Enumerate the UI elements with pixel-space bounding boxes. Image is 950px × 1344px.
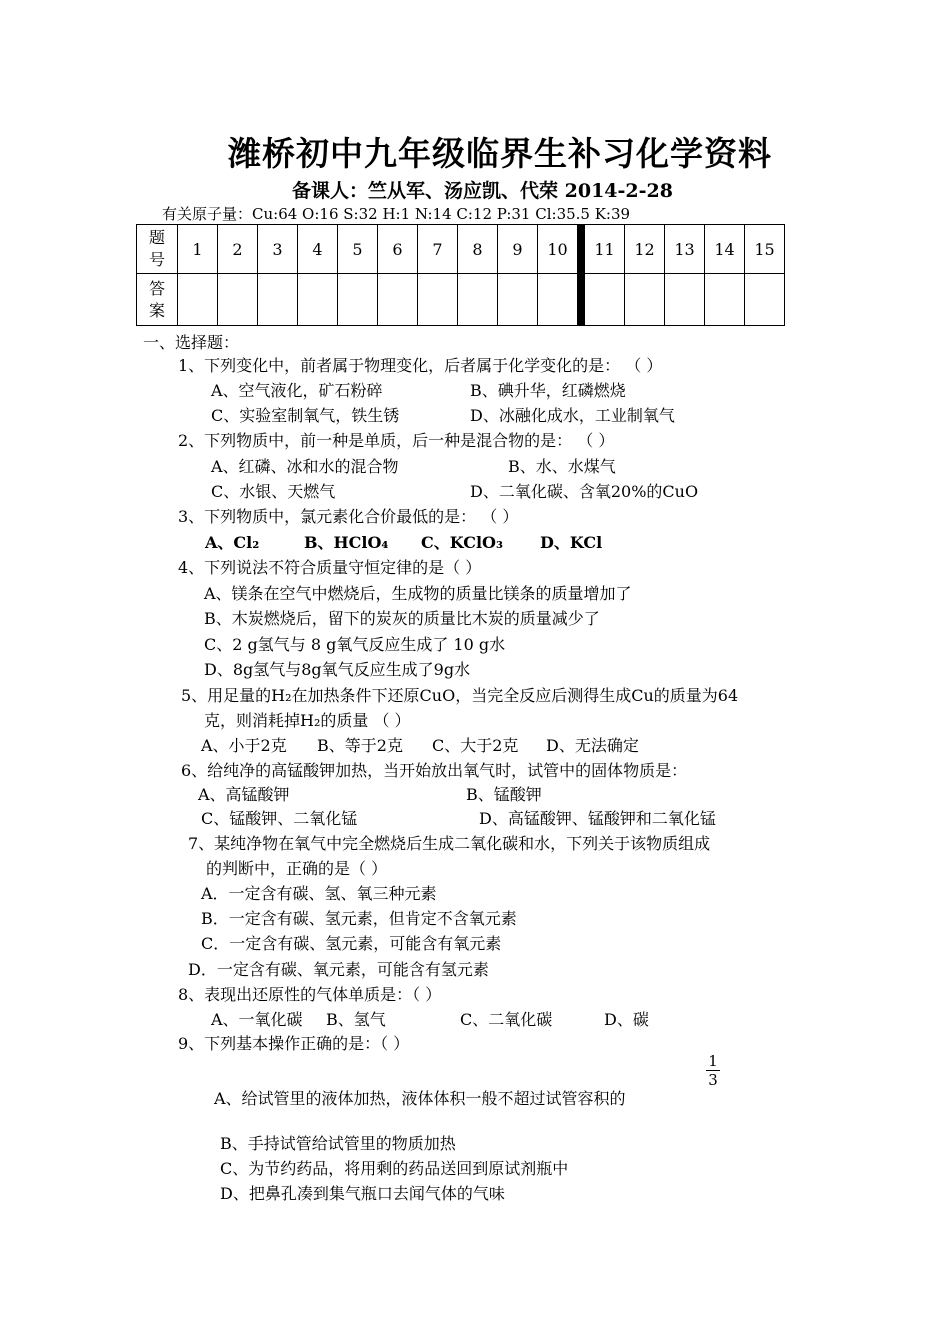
fraction-denominator: 3 — [708, 1071, 718, 1089]
q4-option-c: C、2 g氢气与 8 g氧气反应生成了 10 g水 — [204, 635, 506, 654]
q4-stem: 4、下列说法不符合质量守恒定律的是（ ） — [178, 558, 482, 577]
q9-option-b: B、手持试管给试管里的物质加热 — [220, 1134, 456, 1153]
q5-stem-line2: 克，则消耗掉H₂的质量 （ ） — [204, 711, 411, 730]
atomic-masses: 有关原子量：Cu:64 O:16 S:32 H:1 N:14 C:12 P:31 Cl:35.5 K:39 — [162, 205, 631, 223]
question-number-cell: 6 — [378, 225, 418, 274]
row-header-number: 题 号 — [137, 225, 178, 274]
q7-option-d: D．一定含有碳、氧元素，可能含有氢元素 — [188, 960, 489, 979]
q5-option-d: D、无法确定 — [546, 736, 639, 755]
question-number-cell: 4 — [298, 225, 338, 274]
q5-stem-line1: 5、用足量的H₂在加热条件下还原CuO，当完全反应后测得生成Cu的质量为64 — [181, 686, 739, 705]
question-number-cell: 8 — [458, 225, 498, 274]
q1-option-a: A、空气液化，矿石粉碎 — [211, 381, 383, 400]
fraction-one-third — [706, 1052, 720, 1089]
q2-option-a: A、红磷、冰和水的混合物 — [211, 457, 399, 476]
question-number-cell: 10 — [538, 225, 582, 274]
answer-cell[interactable] — [418, 274, 458, 326]
row-header-answer: 答 案 — [137, 274, 178, 326]
question-number-cell: 12 — [625, 225, 665, 274]
question-number-cell: 9 — [498, 225, 538, 274]
answer-cell[interactable] — [498, 274, 538, 326]
answer-cell[interactable] — [581, 274, 625, 326]
answer-cell[interactable] — [538, 274, 582, 326]
q5-option-a: A、小于2克 — [201, 736, 287, 755]
q2-option-c: C、水银、天燃气 — [211, 482, 336, 501]
q6-option-d: D、高锰酸钾、锰酸钾和二氧化锰 — [479, 809, 716, 828]
q6-option-a: A、高锰酸钾 — [198, 785, 290, 804]
answer-table — [136, 224, 785, 326]
q8-option-d: D、碳 — [604, 1010, 649, 1029]
q5-option-c: C、大于2克 — [432, 736, 519, 755]
q3-stem: 3、下列物质中，氯元素化合价最低的是： （ ） — [178, 507, 519, 526]
answer-cell[interactable] — [218, 274, 258, 326]
q9-option-a: A、给试管里的液体加热，液体体积一般不超过试管容积的 — [214, 1089, 626, 1108]
question-number-cell: 15 — [745, 225, 785, 274]
q1-stem: 1、下列变化中，前者属于物理变化，后者属于化学变化的是： （ ） — [178, 356, 663, 375]
q7-stem-line1: 7、某纯净物在氧气中完全燃烧后生成二氧化碳和水，下列关于该物质组成 — [188, 834, 711, 853]
q8-option-a: A、一氧化碳 — [211, 1010, 303, 1029]
q7-option-b: B．一定含有碳、氢元素，但肯定不含氧元素 — [201, 909, 517, 928]
question-number-cell: 7 — [418, 225, 458, 274]
q4-option-d: D、8g氢气与8g氧气反应生成了9g水 — [204, 660, 471, 679]
q3-option-c: C、KClO₃ — [421, 533, 503, 552]
q9-option-c: C、为节约药品，将用剩的药品送回到原试剂瓶中 — [220, 1159, 569, 1178]
answer-cell[interactable] — [665, 274, 705, 326]
q1-option-c: C、实验室制氧气，铁生锈 — [211, 406, 400, 425]
q6-stem: 6、给纯净的高锰酸钾加热，当开始放出氧气时，试管中的固体物质是： — [181, 761, 688, 780]
question-number-cell: 5 — [338, 225, 378, 274]
answer-cell[interactable] — [705, 274, 745, 326]
q8-option-b: B、氢气 — [326, 1010, 386, 1029]
q2-option-d: D、二氧化碳、含氧20%的CuO — [470, 482, 699, 501]
answer-cell[interactable] — [258, 274, 298, 326]
q8-stem: 8、表现出还原性的气体单质是：（ ） — [178, 985, 442, 1004]
q5-option-b: B、等于2克 — [317, 736, 403, 755]
q1-option-b: B、碘升华，红磷燃烧 — [470, 381, 626, 400]
q3-option-b: B、HClO₄ — [304, 533, 389, 552]
q7-option-c: C．一定含有碳、氢元素，可能含有氧元素 — [201, 934, 502, 953]
q7-stem-line2: 的判断中，正确的是（ ） — [206, 859, 388, 878]
question-number-row — [137, 225, 785, 274]
document-subtitle: 备课人：竺从军、汤应凯、代荣 2014-2-28 — [292, 180, 673, 202]
answer-cell[interactable] — [338, 274, 378, 326]
q2-stem: 2、下列物质中，前一种是单质，后一种是混合物的是： （ ） — [178, 431, 615, 450]
fraction-numerator: 1 — [706, 1052, 720, 1071]
q4-option-b: B、木炭燃烧后，留下的炭灰的质量比木炭的质量减少了 — [204, 609, 600, 628]
question-number-cell: 14 — [705, 225, 745, 274]
question-number-cell: 3 — [258, 225, 298, 274]
answer-cell[interactable] — [378, 274, 418, 326]
question-number-cell: 2 — [218, 225, 258, 274]
q2-option-b: B、水、水煤气 — [508, 457, 616, 476]
q4-option-a: A、镁条在空气中燃烧后，生成物的质量比镁条的质量增加了 — [204, 584, 632, 603]
answer-cell[interactable] — [298, 274, 338, 326]
answer-cell[interactable] — [745, 274, 785, 326]
section-title: 一、选择题： — [143, 333, 240, 352]
q7-option-a: A．一定含有碳、氢、氧三种元素 — [201, 884, 437, 903]
q9-option-d: D、把鼻孔凑到集气瓶口去闻气体的气味 — [220, 1184, 505, 1203]
question-number-cell: 11 — [581, 225, 625, 274]
q3-option-a: A、Cl₂ — [205, 533, 260, 552]
q8-option-c: C、二氧化碳 — [460, 1010, 553, 1029]
answer-row — [137, 274, 785, 326]
q6-option-c: C、锰酸钾、二氧化锰 — [201, 809, 358, 828]
q1-option-d: D、冰融化成水，工业制氧气 — [470, 406, 675, 425]
q3-option-d: D、KCl — [540, 533, 603, 552]
q9-stem: 9、下列基本操作正确的是：（ ） — [178, 1034, 410, 1053]
answer-cell[interactable] — [625, 274, 665, 326]
answer-cell[interactable] — [458, 274, 498, 326]
question-number-cell: 1 — [178, 225, 218, 274]
document-title: 潍桥初中九年级临界生补习化学资料 — [228, 134, 772, 173]
q6-option-b: B、锰酸钾 — [466, 785, 542, 804]
answer-cell[interactable] — [178, 274, 218, 326]
question-number-cell: 13 — [665, 225, 705, 274]
